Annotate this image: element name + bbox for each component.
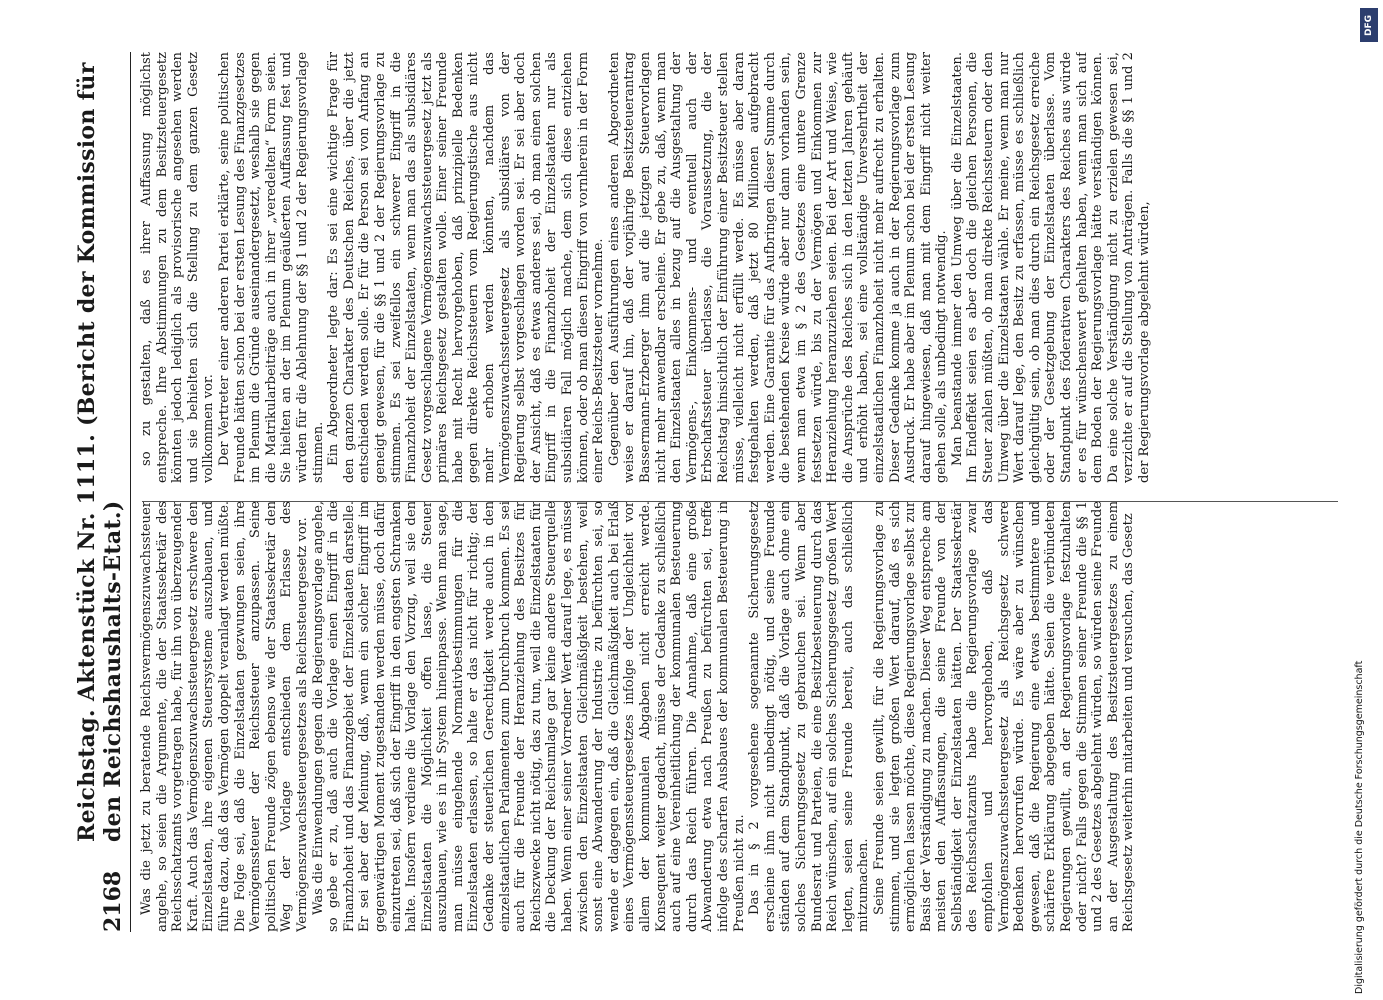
dfg-logo: DFG	[1360, 8, 1378, 42]
paragraph: Was die Einwendungen gegen die Regierungsvorlage angehe, so gebe er zu, daß auch die Vorlage einen Eingriff in die Finanzhoheit und das Finanzgebiet der Einzelstaaten darstelle. Er sei aber der Meinung, daß, wenn ein solcher Eingriff im gegenwärtigen Moment zugestanden werden müsse, doch dafür einzutreten sei, daß sich der Eingriff in den engsten Schranken halte. Insofern verdiene die Vorlage den Vorzug, weil sie den Einzelstaaten die Möglichkeit offen lasse, die Steuer auszubauen, wie es in ihr System hineinpasse. Wenn man sage, man müsse eingehende Normativbestimmungen für die Einzelstaaten erlassen, so halte er das nicht für richtig; der Gedanke der steuerlichen Gerechtigkeit werde auch in den einzelstaatlichen Parlamenten zum Durchbruch kommen. Es sei auch für die Freunde der Heranziehung des Besitzes für Reichszwecke nicht nötig, das zu tun, weil die Einzelstaaten für die Deckung der Reichsumlage gar keine andere Steuerquelle haben. Wenn einer seiner Vorredner Wert darauf lege, es müsse zwischen den Einzelstaaten Gleichmäßigkeit bestehen, weil sonst eine Abwanderung der Industrie zu befürchten sei, so wende er dagegen ein, daß die Gleichmäßigkeit auch bei Erlaß eines Vermögenssteuergesetzes infolge der Ungleichheit vor allem der kommunalen Abgaben nicht erreicht werde. Konsequent weiter gedacht, müsse der Gedanke zu schließlich auch auf eine Vereinheitlichung der kommunalen Besteuerung durch das Reich führen. Die Annahme, daß eine große Abwanderung etwa nach Preußen zu befürchten sei, treffe infolge des scharfen Ausbaues der kommunalen Besteuerung in Preußen nicht zu.	[310, 501, 747, 932]
page-header	[74, 52, 131, 932]
column-divider	[142, 501, 1338, 502]
page-number: 2168	[100, 870, 126, 932]
paragraph: Das in § 2 vorgesehene sogenannte Sicherungsgesetz erscheine ihm nicht unbedingt nötig, und seine Freunde ständen auf dem Standpunkt, daß die Vorlage auch ohne ein solches Sicherungsgesetz zu gebrauchen sei. Wenn aber Bundesrat und Parteien, die eine Besitzbesteuerung durch das Reich wünschen, auf ein solches Sicherungsgesetz großen Wert legten, seien seine Freunde bereit, auch das schließlich mitzumachen.	[747, 501, 872, 932]
paragraph: Gegenüber den Ausführungen eines anderen Abgeordneten weise er darauf hin, daß der vorjährige Besitzsteuerantrag Bassermann-Erzberger ihm auf die jetzigen Steuervorlagen nicht mehr anwendbar erscheine. Er gebe zu, daß, wenn man den Einzelstaaten alles in bezug auf die Ausgestaltung der Vermögens-, Einkommens- und eventuell auch der Erbschaftssteuer überlasse, die Voraussetzung, die der Reichstag hinsichtlich der Einführung einer Besitzsteuer stellen müsse, vielleicht nicht erfüllt werde. Es müsse aber daran festgehalten werden, daß jetzt 80 Millionen aufgebracht werden. Eine Garantie für das Aufbringen dieser Summe durch die bestehenden Kreise würde aber nur dann vorhanden sein, wenn man etwa im § 2 des Gesetzes eine untere Grenze festsetzen würde, bis zu der Vermögen und Einkommen zur Heranziehung heranzuziehen seien. Bei der Art und Weise, wie die Ansprüche des Reiches sich in den letzten Jahren gehäuft und erhöht haben, sei eine vollständige Unversehrtheit der einzelstaatlichen Finanzhoheit nicht mehr aufrecht zu erhalten. Dieser Gedanke komme ja auch in der Regierungsvorlage zum Ausdruck. Er habe aber im Plenum schon bei der ersten Lesung darauf hingewiesen, daß man mit dem Eingriff nicht weiter gehen solle, als unbedingt notwendig.	[606, 52, 950, 483]
printed-page	[74, 52, 1350, 932]
paragraph: Man beanstande immer den Umweg über die Einzelstaaten. Im Endeffekt seien es aber doch die gleichen Personen, die Steuer zahlen müßten, ob man direkte Reichssteuern oder den Umweg über die Einzelstaaten wähle. Er meine, wenn man nur Wert darauf lege, den Besitz zu erfassen, müsse es schließlich gleichgültig sein, ob man dies durch ein Reichsgesetz erreiche oder der Gesetzgebung der Einzelstaaten überlasse. Vom Standpunkt des föderativen Charakters des Reiches aus würde er es für wünschenswert gehalten haben, wenn man sich auf dem Boden der Regierungsvorlage hätte verständigen können. Da eine solche Verständigung nicht zu erzielen gewesen sei, verzichte er auf die Stellung von Anträgen. Falls die §§ 1 und 2 der Regierungsvorlage abgelehnt würden,	[949, 52, 1152, 483]
right-column	[139, 52, 1339, 483]
paragraph: Der Vertreter einer anderen Partei erklärte, seine politischen Freunde hätten schon bei der ersten Lesung des Finanzgesetzes im Plenum die Gründe auseinandergesetzt, weshalb sie gegen die Matrikularbeiträge auch in ihrer „veredelten“ Form seien. Sie hielten an der im Plenum geäußerten Auffassung fest und würden für die Ablehnung der §§ 1 und 2 der Regierungsvorlage stimmen.	[216, 52, 326, 483]
left-column	[139, 501, 1339, 932]
paragraph: Seine Freunde seien gewillt, für die Regierungsvorlage zu stimmen, und sie legten großen Wert darauf, daß es sich ermöglichen lassen möchte, diese Regierungsvorlage selbst zur Basis der Verständigung zu machen. Dieser Weg entspreche am meisten den Auffassungen, die seine Freunde von der Selbständigkeit der Einzelstaaten hätten. Der Staatssekretär des Reichsschatzamts habe die Regierungsvorlage zwar empfohlen und hervorgehoben, daß das Vermögenszuwachssteuergesetz als Reichsgesetz schwere Bedenken hervorrufen würde. Es wäre aber zu wünschen gewesen, daß die Regierung eine etwas bestimmtere und schärfere Erklärung abgegeben hätte. Seien die verbündeten Regierungen gewillt, an der Regierungsvorlage festzuhalten oder nicht? Falls gegen die Stimmen seiner Freunde die §§ 1 und 2 des Gesetzes abgelehnt würden, so würden seine Freunde an der Ausgestaltung des Besitzsteuergesetzes zu einem Reichsgesetz weiterhin mitarbeiten und versuchen, das Gesetz	[871, 501, 1137, 932]
running-title: Reichstag. Aktenstück Nr. 1111. (Bericht der Kommission für den Reichshaushalts-Etat.)	[74, 62, 126, 842]
digitization-credit: Digitalisierung gefördert durch die Deutsche Forschungsgemeinschaft	[1354, 660, 1365, 994]
paragraph: Ein Abgeordneter legte dar: Es sei eine wichtige Frage für den ganzen Charakter des Deutschen Reiches, über die jetzt entschieden werden solle. Er für die Person sei von Anfang an geneigt gewesen, für die §§ 1 und 2 der Regierungsvorlage zu stimmen. Es sei zweifellos ein schwerer Eingriff in die Finanzhoheit der Einzelstaaten, wenn man das als subsidiäres Gesetz vorgeschlagene Vermögenszuwachssteuergesetz jetzt als primäres Reichsgesetz gestalten wolle. Einer seiner Freunde habe mit Recht hervorgehoben, daß prinzipielle Bedenken gegen direkte Reichssteuern vom Regierungstische aus nicht mehr erhoben werden könnten, nachdem das Vermögenszuwachssteuergesetz als subsidiäres von der Regierung selbst vorgeschlagen worden sei. Er sei aber doch der Ansicht, daß es etwas anderes sei, ob man einen solchen Eingriff in die Finanzhoheit der Einzelstaaten nur als subsidiären Fall möglich mache, dem sich diese entziehen können, oder ob man diesen Eingriff von vornherein in der Form einer Reichs-Besitzsteuer vornehme.	[326, 52, 607, 483]
paragraph: Was die jetzt zu beratende Reichsvermögenszuwachssteuer angehe, so seien die Argumente, die der Staatssekretär des Reichsschatzamts vorgetragen habe, für ihn von überzeugender Kraft. Auch das Vermögenszuwachssteuergesetz erschwere den Einzelstaaten, ihre eigenen Steuersysteme auszubauen, und führe dazu, daß das Vermögen doppelt veranlagt werden müßte. Die Folge sei, daß die Einzelstaaten gezwungen seien, ihre Vermögenssteuer der Reichssteuer anzupassen. Seine politischen Freunde zögen ebenso wie der Staatssekretär den Weg der Vorlage entschieden dem Erlasse des Vermögenszuwachssteuergesetzes als Reichssteuergesetz vor.	[139, 501, 310, 932]
text-columns	[139, 52, 1339, 932]
paragraph: so zu gestalten, daß es ihrer Auffassung möglichst entspreche. Ihre Abstimmungen zu dem Besitzsteuergesetz könnten jedoch lediglich als provisorische angesehen werden und sie behielten sich die Stellung zu dem ganzen Gesetz vollkommen vor.	[139, 52, 217, 483]
